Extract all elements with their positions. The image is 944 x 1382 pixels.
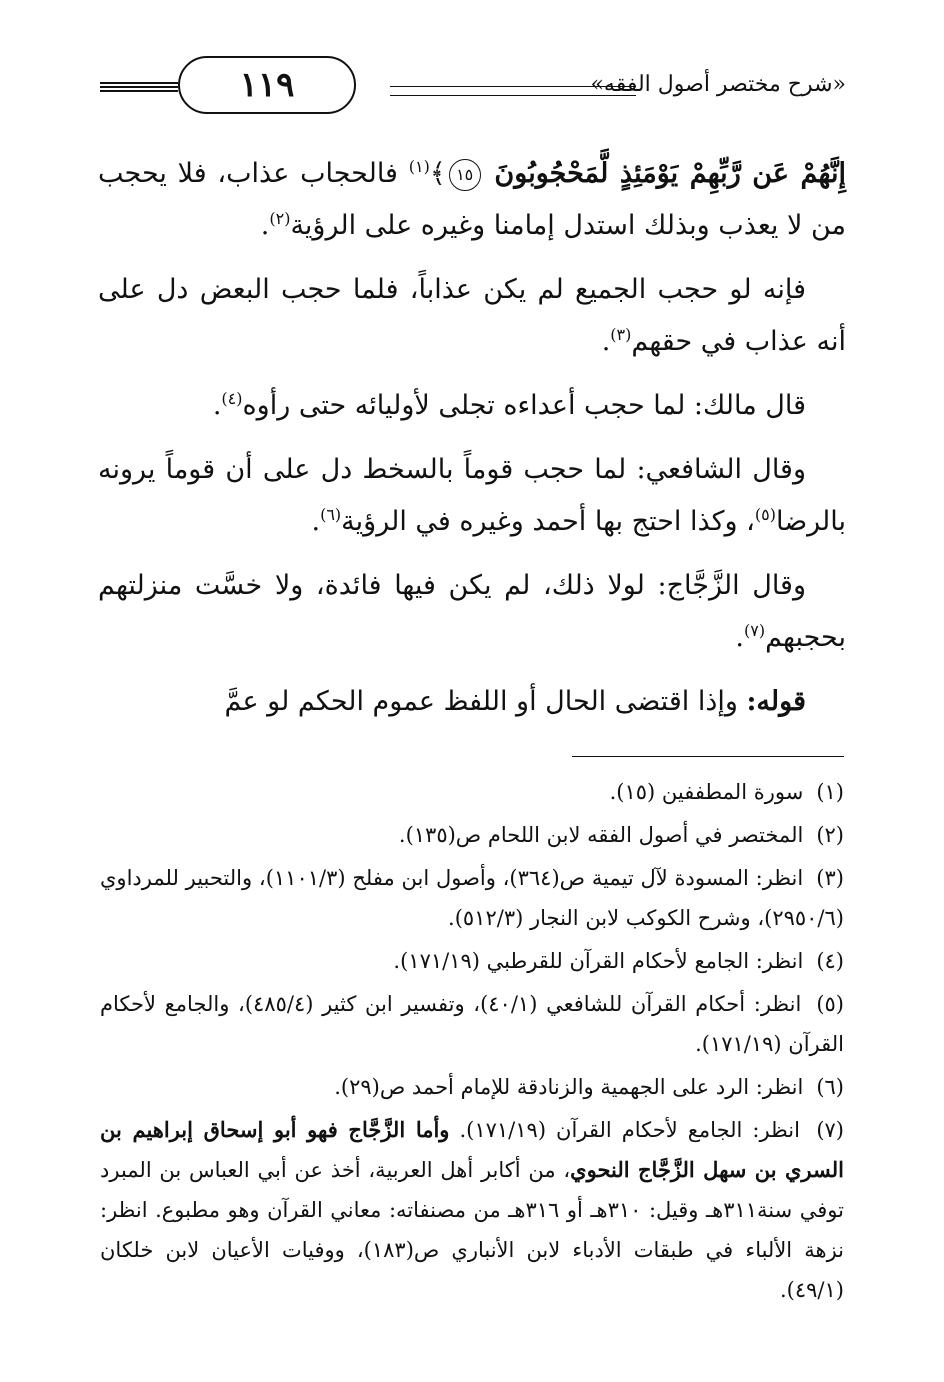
footnote-number: (٥) [816, 992, 844, 1016]
quran-verse: إِنَّهُمْ عَن رَّبِّهِمْ يَوْمَئِذٍ لَّمَحْجُوبُونَ [494, 158, 846, 189]
footnote-number: (٦) [816, 1075, 844, 1099]
footnote-text: المختصر في أصول الفقه لابن اللحام ص(١٣٥). [398, 823, 804, 847]
footnote-text: سورة المطففين (١٥). [609, 780, 804, 804]
paragraph-3 [98, 380, 846, 432]
header-rule-left [100, 82, 178, 98]
main-text [98, 148, 846, 740]
qawluhu-label: قوله: [746, 686, 806, 717]
footnote-ref: (٧) [743, 621, 766, 640]
period: . [601, 326, 611, 357]
footnote-item [100, 772, 844, 812]
footnote-text: انظر: الجامع لأحكام القرآن للقرطبي (١٧١/١٩). [393, 949, 804, 973]
footnote-item [100, 1067, 844, 1107]
paragraph-text: فالحجاب عذاب، فلا يحجب من لا يعذب وبذلك استدل إمامنا وغيره على الرؤية [98, 158, 846, 241]
paragraph-text: فإنه لو حجب الجميع لم يكن عذاباً، فلما حجب البعض دل على أنه عذاب في حقهم [98, 274, 846, 357]
paragraph-1 [98, 148, 846, 252]
paragraph-text: وإذا اقتضى الحال أو اللفظ عموم الحكم لو عمَّ [224, 686, 747, 717]
footnote-separator [572, 756, 844, 757]
footnote-bold-text: وأما الزَّجَّاج فهو أبو إسحاق إبراهيم بن السري بن سهل الزَّجَّاج النحوي [100, 1117, 844, 1182]
page-header [100, 52, 846, 122]
footnote-number: (٤) [816, 949, 844, 973]
footnote-number: (٣) [816, 866, 844, 890]
footnote-number: (٧) [816, 1118, 844, 1142]
paragraph-text: وقال الزَّجَّاج: لولا ذلك، لم يكن فيها فائدة، ولا خسَّت منزلتهم بحجبهم [98, 570, 846, 653]
paragraph-text: وقال الشافعي: لما حجب قوماً بالسخط دل على أن قوماً يرونه بالرضا [98, 454, 846, 537]
footnote-ref: (٢) [269, 209, 291, 228]
footnote-text: انظر: المسودة لآل تيمية ص(٣٦٤)، وأصول ابن مفلح (١١٠١/٣)، والتحبير للمرداوي (٢٩٥٠/٦)، وشرح الكوكب لابن النجار (٥١٢/٣). [100, 866, 844, 930]
footnote-ref: (٥) [754, 505, 776, 524]
page-number: ١١٩ [178, 56, 356, 114]
footnote-item [100, 858, 844, 938]
running-title: «شرح مختصر أصول الفقه» [590, 72, 846, 97]
paragraph-4 [98, 444, 846, 548]
footnote-ref: (٣) [610, 325, 632, 344]
footnotes [100, 772, 844, 1313]
footnote-ref: (١) [408, 157, 430, 176]
footnote-item [100, 1110, 844, 1310]
paragraph-2 [98, 264, 846, 368]
paragraph-6 [98, 676, 846, 728]
ayah-number-marker: ١٥ [449, 159, 481, 191]
footnote-ref: (٤) [221, 389, 243, 408]
quran-close-bracket: ﴾ [429, 158, 446, 189]
footnote-text: انظر: أحكام القرآن للشافعي (٤٠/١)، وتفسير ابن كثير (٤٨٥/٤)، والجامع لأحكام القرآن (١٧١/١٩). [100, 992, 844, 1056]
period: . [212, 390, 222, 421]
period: . [311, 506, 321, 537]
period: . [735, 622, 744, 653]
footnote-number: (٢) [816, 823, 844, 847]
footnote-text: انظر: الرد على الجهمية والزنادقة للإمام أحمد ص(٢٩). [334, 1075, 804, 1099]
paragraph-5 [98, 560, 846, 664]
footnote-text: انظر: الجامع لأحكام القرآن (١٧١/١٩). [449, 1118, 800, 1142]
footnote-item [100, 941, 844, 981]
footnote-ref: (٦) [320, 505, 342, 524]
footnote-text: ، من أكابر أهل العربية، أخذ عن أبي العباس بن المبرد توفي سنة٣١١هـ وقيل: ٣١٠هـ أو ٣١٦هـ من مصنفاته: معاني القرآن وهو مطبوع. انظر: نزهة الألباء في طبقات الأدباء لابن الأنباري ص(١٨٣)، ووفيات الأعيان لابن خلكان (٤٩/١). [100, 1158, 844, 1302]
paragraph-text: قال مالك: لما حجب أعداءه تجلى لأوليائه حتى رأوه [242, 390, 806, 421]
footnote-item [100, 815, 844, 855]
period: . [260, 210, 270, 241]
footnote-number: (١) [816, 780, 844, 804]
paragraph-text: ، وكذا احتج بها أحمد وغيره في الرؤية [341, 506, 755, 537]
footnote-item [100, 984, 844, 1064]
